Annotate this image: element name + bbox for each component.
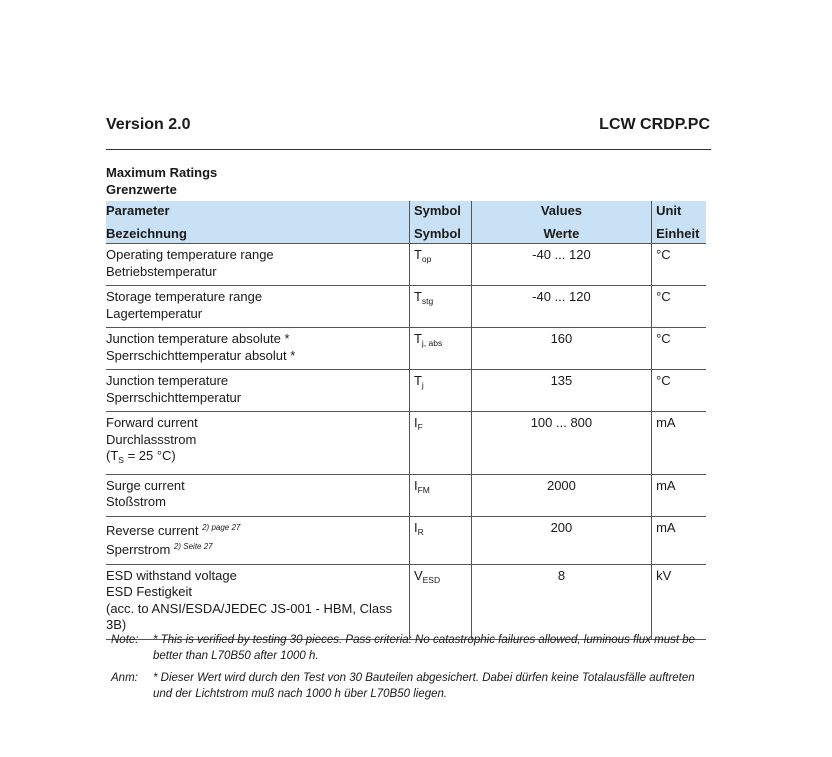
note-text: * Dieser Wert wird durch den Test von 30 Bauteilen abgesichert. Dabei dürfen keine Totalausfälle auftreten und der Lichtstrom muß nach 1000 h über L70B50 liegen. bbox=[153, 672, 695, 700]
document-version: Version 2.0 bbox=[106, 116, 191, 133]
column-header-unit: Unit Einheit bbox=[652, 201, 706, 244]
header-divider bbox=[106, 149, 711, 150]
parameter-cell: Storage temperature range Lagertemperatur bbox=[106, 289, 263, 321]
product-name: LCW CRDP.PC bbox=[599, 116, 710, 133]
section-title-de: Grenzwerte bbox=[106, 182, 177, 197]
parameter-cell: Reverse current $^{2) page 27}$ Sperrstrom $^{2) Seite 27}$ bbox=[106, 522, 241, 557]
footnotes bbox=[111, 632, 711, 708]
symbol-cell: $I_{FM}$ bbox=[409, 474, 471, 516]
value-cell: 160 bbox=[471, 328, 651, 370]
note-text: * This is verified by testing 30 pieces. Pass criteria: No catastrophic failures allowed, luminous flux must be better than L70B50 after 1000 h. bbox=[153, 634, 696, 662]
condition-text: ($T_S = 25$ °C) bbox=[106, 448, 176, 465]
parameter-cell: Surge current Stoßstrom bbox=[106, 477, 185, 509]
symbol-cell: $T_{op}$ bbox=[409, 244, 471, 286]
table-header-row bbox=[106, 201, 706, 244]
unit-cell: °C bbox=[652, 244, 706, 286]
symbol-cell: $T_{stg}$ bbox=[409, 286, 471, 328]
parameter-cell: ESD withstand voltage ESD Festigkeit (acc. to ANSI/ESDA/JEDEC JS-001 - HBM, Class 3B) bbox=[106, 564, 409, 639]
table-row bbox=[106, 370, 706, 412]
note-label: Anm: bbox=[111, 672, 138, 684]
table-row bbox=[106, 286, 706, 328]
parameter-cell: Forward current Durchlassstrom ($T_S = 25$ °C) bbox=[106, 412, 409, 475]
unit-cell: mA bbox=[652, 474, 706, 516]
parameter-cell: Junction temperature Sperrschichttemperatur bbox=[106, 373, 242, 405]
note-de bbox=[111, 670, 711, 702]
unit-cell: °C bbox=[652, 328, 706, 370]
table-row bbox=[106, 244, 706, 286]
column-header-symbol: Symbol Symbol bbox=[409, 201, 471, 244]
value-cell: 135 bbox=[471, 370, 651, 412]
unit-cell: kV bbox=[652, 564, 706, 639]
value-cell: 200 bbox=[471, 516, 651, 564]
symbol-cell: $I_R$ bbox=[409, 516, 471, 564]
value-cell: -40 ... 120 bbox=[471, 244, 651, 286]
value-cell: 100 ... 800 bbox=[471, 412, 651, 475]
table-row bbox=[106, 516, 706, 564]
table-row bbox=[106, 474, 706, 516]
unit-cell: mA bbox=[652, 516, 706, 564]
unit-cell: °C bbox=[652, 286, 706, 328]
parameter-cell: Junction temperature absolute * Sperrschichttemperatur absolut * bbox=[106, 331, 296, 363]
section-title-en: Maximum Ratings bbox=[106, 165, 218, 180]
symbol-cell: $T_{j, abs}$ bbox=[409, 328, 471, 370]
symbol-cell: $T_j$ bbox=[409, 370, 471, 412]
value-cell: -40 ... 120 bbox=[471, 286, 651, 328]
section-title bbox=[106, 164, 217, 198]
column-header-parameter: Parameter Bezeichnung bbox=[106, 201, 409, 244]
parameter-cell: Operating temperature range Betriebstemperatur bbox=[106, 247, 274, 279]
value-cell: 2000 bbox=[471, 474, 651, 516]
condition-text: (acc. to ANSI/ESDA/JEDEC JS-001 - HBM, Class 3B) bbox=[106, 600, 393, 632]
value-cell: 8 bbox=[471, 564, 651, 639]
table-row bbox=[106, 564, 706, 639]
footnote-reference[interactable]: 2) Seite 27 bbox=[173, 542, 213, 551]
symbol-cell: $V_{ESD}$ bbox=[409, 564, 471, 639]
table-row bbox=[106, 328, 706, 370]
unit-cell: mA bbox=[652, 412, 706, 475]
note-label: Note: bbox=[111, 634, 139, 646]
maximum-ratings-table bbox=[106, 201, 706, 640]
column-header-values: Values Werte bbox=[471, 201, 651, 244]
note-en bbox=[111, 632, 711, 664]
footnote-reference[interactable]: 2) page 27 bbox=[202, 522, 241, 532]
table-row bbox=[106, 412, 706, 475]
unit-cell: °C bbox=[652, 370, 706, 412]
symbol-cell: $I_F$ bbox=[409, 412, 471, 475]
